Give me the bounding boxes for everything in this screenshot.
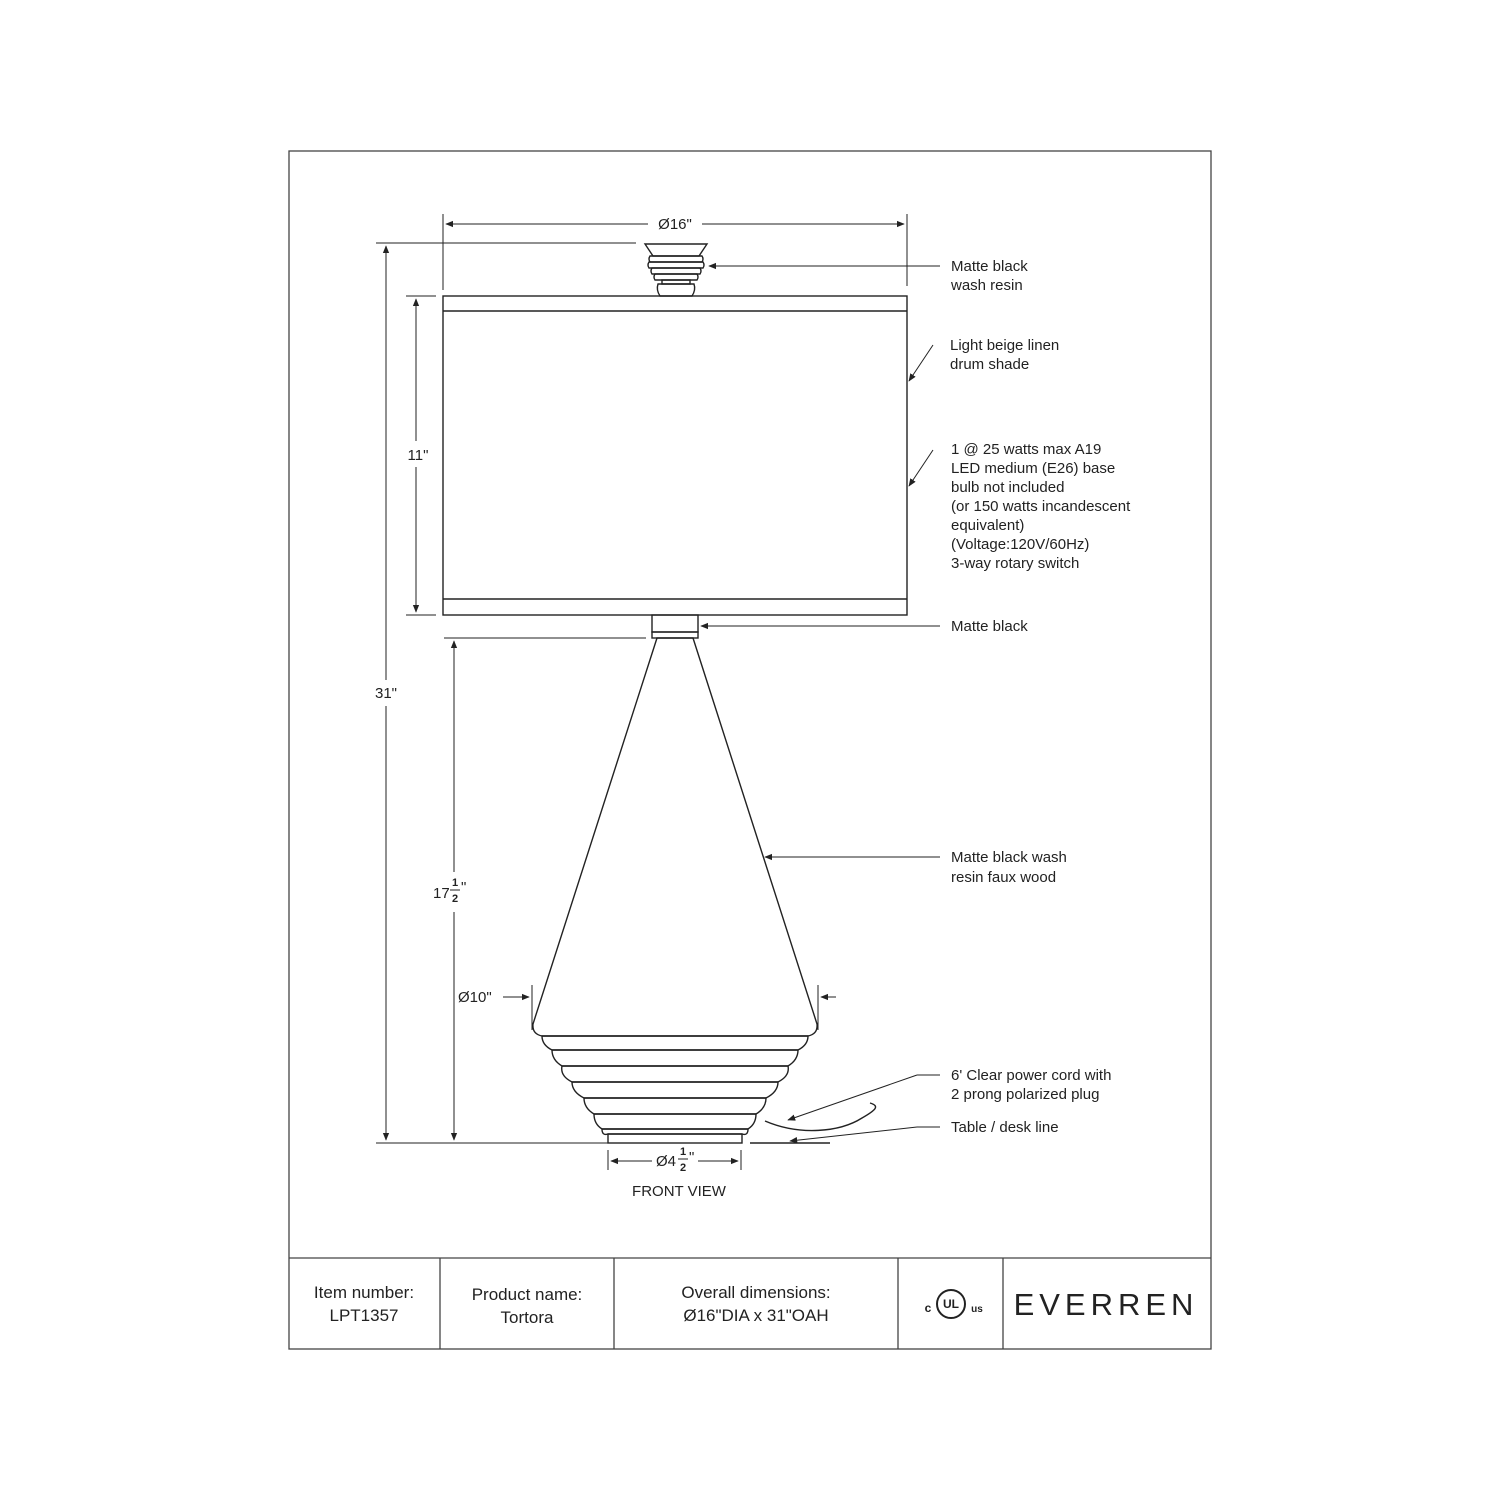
- svg-text:Ø4: Ø4: [656, 1153, 677, 1170]
- svg-text:": ": [461, 879, 467, 896]
- svg-text:": ": [689, 1149, 695, 1166]
- sheet-border: [289, 151, 1211, 1349]
- foot-diameter-label: [656, 1146, 694, 1174]
- svg-text:(Voltage:120V/60Hz): (Voltage:120V/60Hz): [951, 536, 1090, 553]
- callout-shade: [950, 337, 1059, 373]
- svg-text:Matte black: Matte black: [951, 618, 1028, 635]
- svg-text:1: 1: [451, 877, 459, 889]
- overall-dimensions-cell: [681, 1283, 830, 1325]
- neck: [652, 615, 698, 638]
- svg-text:c: c: [924, 1301, 932, 1315]
- callout-table: [951, 1119, 1059, 1136]
- svg-text:3-way rotary switch: 3-way rotary switch: [951, 555, 1080, 572]
- svg-text:2: 2: [679, 1162, 687, 1174]
- stepped-base: [542, 1036, 808, 1143]
- overall-height-label: 31": [374, 685, 398, 702]
- power-cord: [765, 1103, 876, 1131]
- view-label: FRONT VIEW: [632, 1183, 726, 1200]
- svg-text:17: 17: [433, 885, 450, 902]
- svg-text:(or 150 watts incandescent: (or 150 watts incandescent: [951, 498, 1131, 515]
- drum-shade: [443, 296, 907, 615]
- cone-body: [533, 638, 817, 1036]
- brand-logo: EVERREN: [1013, 1287, 1199, 1322]
- dimension-lines: [376, 214, 907, 1170]
- svg-text:Matte black: Matte black: [951, 258, 1028, 275]
- callout-body: [951, 849, 1067, 886]
- svg-text:Table / desk line: Table / desk line: [951, 1119, 1059, 1136]
- callout-finial: [950, 258, 1028, 294]
- svg-text:Overall dimensions:: Overall dimensions:: [681, 1283, 831, 1302]
- callout-bulb: [951, 441, 1131, 572]
- svg-text:UL: UL: [943, 1297, 959, 1311]
- shade-diameter-label: Ø16": [658, 216, 692, 233]
- shade-height-label: 11": [407, 447, 429, 464]
- finial: [645, 244, 707, 296]
- svg-text:Ø16"DIA x 31"OAH: Ø16"DIA x 31"OAH: [683, 1306, 829, 1325]
- callout-cord: [951, 1067, 1111, 1103]
- callout-leaders: [701, 266, 940, 1141]
- ul-certification-icon: [925, 1290, 984, 1318]
- svg-text:equivalent): equivalent): [951, 517, 1025, 534]
- svg-text:wash resin: wash resin: [951, 277, 1023, 294]
- svg-text:LPT1357: LPT1357: [329, 1306, 399, 1325]
- svg-text:bulb not included: bulb not included: [951, 479, 1065, 496]
- product-name-cell: [472, 1285, 583, 1327]
- svg-text:Light beige linen: Light beige linen: [950, 337, 1060, 354]
- svg-text:us: us: [971, 1304, 983, 1315]
- svg-text:drum shade: drum shade: [950, 356, 1030, 373]
- base-height-label: [433, 877, 466, 905]
- item-number-cell: [314, 1283, 414, 1325]
- lamp-drawing: [443, 244, 907, 1143]
- svg-text:resin faux wood: resin faux wood: [951, 869, 1057, 886]
- svg-text:Matte black wash: Matte black wash: [951, 849, 1067, 866]
- svg-text:Product name:: Product name:: [471, 1285, 583, 1304]
- svg-text:6' Clear power cord with: 6' Clear power cord with: [951, 1067, 1112, 1084]
- base-diameter-label: Ø10": [458, 989, 492, 1006]
- callout-neck: [951, 618, 1028, 635]
- svg-text:Tortora: Tortora: [500, 1308, 554, 1327]
- svg-text:2: 2: [451, 893, 459, 905]
- svg-text:1 @ 25 watts max A19: 1 @ 25 watts max A19: [951, 441, 1102, 458]
- svg-text:1: 1: [679, 1146, 687, 1158]
- svg-text:Item number:: Item number:: [313, 1283, 415, 1302]
- svg-text:LED medium (E26) base: LED medium (E26) base: [951, 460, 1116, 477]
- svg-text:2 prong polarized plug: 2 prong polarized plug: [951, 1086, 1100, 1103]
